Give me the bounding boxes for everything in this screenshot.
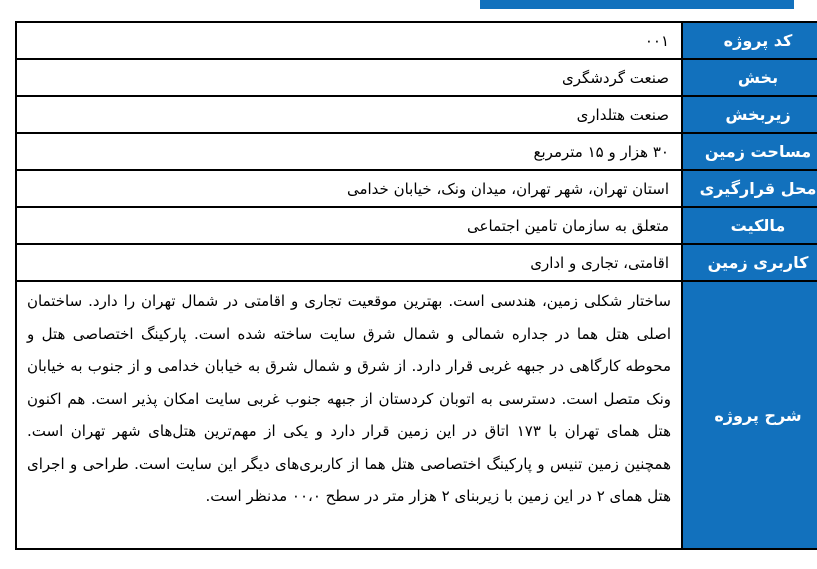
row-header-project-description: شرح پروژه (682, 281, 817, 549)
table-row-ownership (16, 207, 817, 244)
row-header-subsector: زیربخش (682, 96, 817, 133)
row-header-ownership: مالکیت (682, 207, 817, 244)
row-value-land-use: اقامتی، تجاری و اداری (16, 244, 682, 281)
row-value-location: استان تهران، شهر تهران، میدان ونک، خیابان خدامی (16, 170, 682, 207)
table-row-location (16, 170, 817, 207)
table-row-land-use (16, 244, 817, 281)
top-banner-fragment (480, 0, 794, 9)
row-header-sector: بخش (682, 59, 817, 96)
table-row-sector (16, 59, 817, 96)
project-info-table (15, 21, 817, 550)
row-value-ownership: متعلق به سازمان تامین اجتماعی (16, 207, 682, 244)
row-header-location: محل قرارگیری (682, 170, 817, 207)
table-row-land-area (16, 133, 817, 170)
row-header-project-code: کد پروژه (682, 22, 817, 59)
row-value-sector: صنعت گردشگری (16, 59, 682, 96)
row-value-subsector: صنعت هتلداری (16, 96, 682, 133)
table-row-project-code (16, 22, 817, 59)
row-value-land-area: ۳۰ هزار و ۱۵ مترمربع (16, 133, 682, 170)
row-header-land-use: کاربری زمین (682, 244, 817, 281)
row-header-land-area: مساحت زمین (682, 133, 817, 170)
table-row-subsector (16, 96, 817, 133)
row-value-project-code: ۰۰۱ (16, 22, 682, 59)
row-value-project-description: ساختار شکلی زمین، هندسی است. بهترین موقعیت تجاری و اقامتی در شمال تهران را دارد. ساختمان اصلی هتل هما در جداره شمالی و شمال شرق سایت ساخته شده است. پارکینگ اختصاصی هتل و محوطه کارگاهی در جبهه غربی قرار دارد. از شرق و شمال شرق به خیابان خدامی و از جنوب به خیابان ونک متصل است. دسترسی به اتوبان کردستان از جبهه جنوب غربی سایت امکان پذیر است. هم اکنون هتل همای تهران با ۱۷۳ اتاق در این زمین قرار دارد و یکی از مهم‌ترین هتل‌های شهر تهران است. همچنین زمین تنیس و پارکینگ اختصاصی هتل هما از کاربری‌های دیگر این سایت است. طراحی و اجرای هتل همای ۲ در این زمین با زیربنای ۲ هزار متر در سطح ۰۰،۰ مدنظر است. (16, 281, 682, 549)
table-row-project-description (16, 281, 817, 549)
